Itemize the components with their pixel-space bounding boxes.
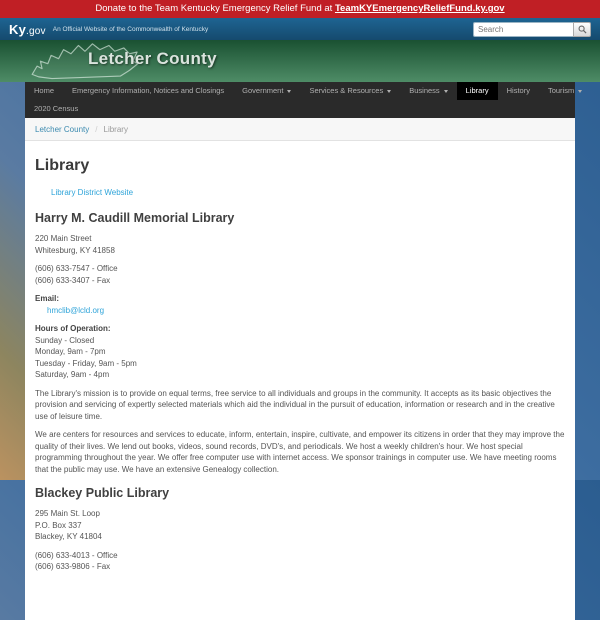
library-district-website-link[interactable]: Library District Website bbox=[51, 188, 134, 197]
search-input[interactable] bbox=[473, 22, 573, 37]
chevron-down-icon bbox=[444, 90, 448, 93]
kygov-logo-suffix: .gov bbox=[26, 25, 46, 37]
donation-banner-text: Donate to the Team Kentucky Emergency Relief Fund at bbox=[95, 3, 335, 14]
address-line: Blackey, KY 41804 bbox=[35, 532, 102, 541]
phone-line: (606) 633-7547 - Office bbox=[35, 264, 118, 273]
kygov-logo[interactable] bbox=[9, 22, 46, 37]
email-label: Email: bbox=[35, 294, 60, 303]
address-line: 220 Main Street bbox=[35, 234, 92, 243]
address-line: Whitesburg, KY 41858 bbox=[35, 245, 115, 255]
county-header bbox=[0, 40, 600, 82]
nav-item-2020-census[interactable] bbox=[25, 100, 87, 118]
kygov-topbar bbox=[0, 18, 600, 40]
phone-line: (606) 633-3407 - Fax bbox=[35, 275, 111, 285]
nav-label: Library bbox=[465, 86, 489, 95]
library-email bbox=[35, 293, 565, 316]
nav-item-business[interactable] bbox=[400, 82, 456, 100]
breadcrumb bbox=[25, 118, 575, 141]
library-name-heading: Blackey Public Library bbox=[35, 486, 170, 500]
mission-paragraph: The Library's mission is to provide on equal terms, free service to all individuals and groups in the community. It accepts as its basic objectives the provision and servicing of expertly selected materials which aid the individual in the pursuit of education, information or research and in the creative use of leisure time. bbox=[35, 388, 555, 421]
library-phones bbox=[35, 263, 565, 286]
page-title: Library bbox=[35, 157, 90, 174]
library-hours bbox=[35, 323, 565, 381]
nav-item-services-resources[interactable] bbox=[300, 82, 400, 100]
hours-label: Hours of Operation: bbox=[35, 324, 111, 333]
breadcrumb-current: Library bbox=[103, 125, 128, 134]
page-container bbox=[25, 82, 575, 620]
chevron-down-icon bbox=[578, 90, 582, 93]
breadcrumb-separator: / bbox=[95, 125, 98, 134]
hours-line: Saturday, 9am - 4pm bbox=[35, 370, 110, 379]
hours-line: Sunday - Closed bbox=[35, 335, 95, 345]
nav-label: 2020 Census bbox=[34, 104, 79, 113]
email-link[interactable]: hmclib@lcld.org bbox=[47, 305, 105, 315]
nav-label: Tourism bbox=[547, 86, 575, 95]
main-content bbox=[25, 141, 575, 620]
nav-item-tourism[interactable] bbox=[539, 82, 591, 100]
address-line: 295 Main St. Loop bbox=[35, 509, 100, 518]
nav-label: Emergency Information, Notices and Closings bbox=[72, 86, 225, 95]
nav-label: Home bbox=[34, 86, 55, 95]
magnifier-icon bbox=[578, 22, 587, 37]
library-name-heading: Harry M. Caudill Memorial Library bbox=[35, 211, 235, 225]
donation-banner-link[interactable]: TeamKYEmergencyReliefFund.ky.gov bbox=[334, 3, 505, 14]
breadcrumb-home-link[interactable]: Letcher County bbox=[35, 125, 90, 134]
donation-banner bbox=[0, 0, 600, 18]
county-name-title: Letcher County bbox=[88, 49, 217, 68]
nav-item-library[interactable] bbox=[457, 82, 498, 100]
search-button[interactable] bbox=[573, 22, 591, 37]
phone-line: (606) 633-4013 - Office bbox=[35, 550, 118, 560]
hours-line: Tuesday - Friday, 9am - 5pm bbox=[35, 358, 137, 368]
nav-label: Business bbox=[409, 86, 440, 95]
library-address bbox=[35, 508, 565, 543]
nav-label: Services & Resources bbox=[309, 86, 384, 95]
kygov-logo-text: Ky bbox=[9, 21, 27, 37]
site-search bbox=[473, 22, 591, 37]
main-nav bbox=[25, 82, 575, 118]
nav-item-history[interactable] bbox=[498, 82, 539, 100]
nav-row-2 bbox=[25, 100, 575, 118]
nav-label: Government bbox=[242, 86, 284, 95]
hours-line: Monday, 9am - 7pm bbox=[35, 347, 106, 356]
phone-line: (606) 633-9806 - Fax bbox=[35, 562, 111, 571]
chevron-down-icon bbox=[387, 90, 391, 93]
services-paragraph: We are centers for resources and services to educate, inform, entertain, inspire, cultivate, and empower its citizens in order that they may improve the quality of their lives. We lend out books, videos, sound records, DVD's, and periodicals. We host a weekly children's hour. We host special programming throughout the year. We offer free computer use with internet access. We sponsor trainings in computer use. We have meeting rooms that the public may use. We have an extensive Genealogy collection. bbox=[35, 430, 565, 474]
nav-label: History bbox=[506, 86, 530, 95]
official-website-tagline: An Official Website of the Commonwealth of Kentucky bbox=[52, 25, 209, 33]
library-address bbox=[35, 233, 565, 256]
library-phones bbox=[35, 550, 565, 573]
nav-item-government[interactable] bbox=[233, 82, 300, 100]
address-line: P.O. Box 337 bbox=[35, 520, 82, 530]
chevron-down-icon bbox=[287, 90, 291, 93]
